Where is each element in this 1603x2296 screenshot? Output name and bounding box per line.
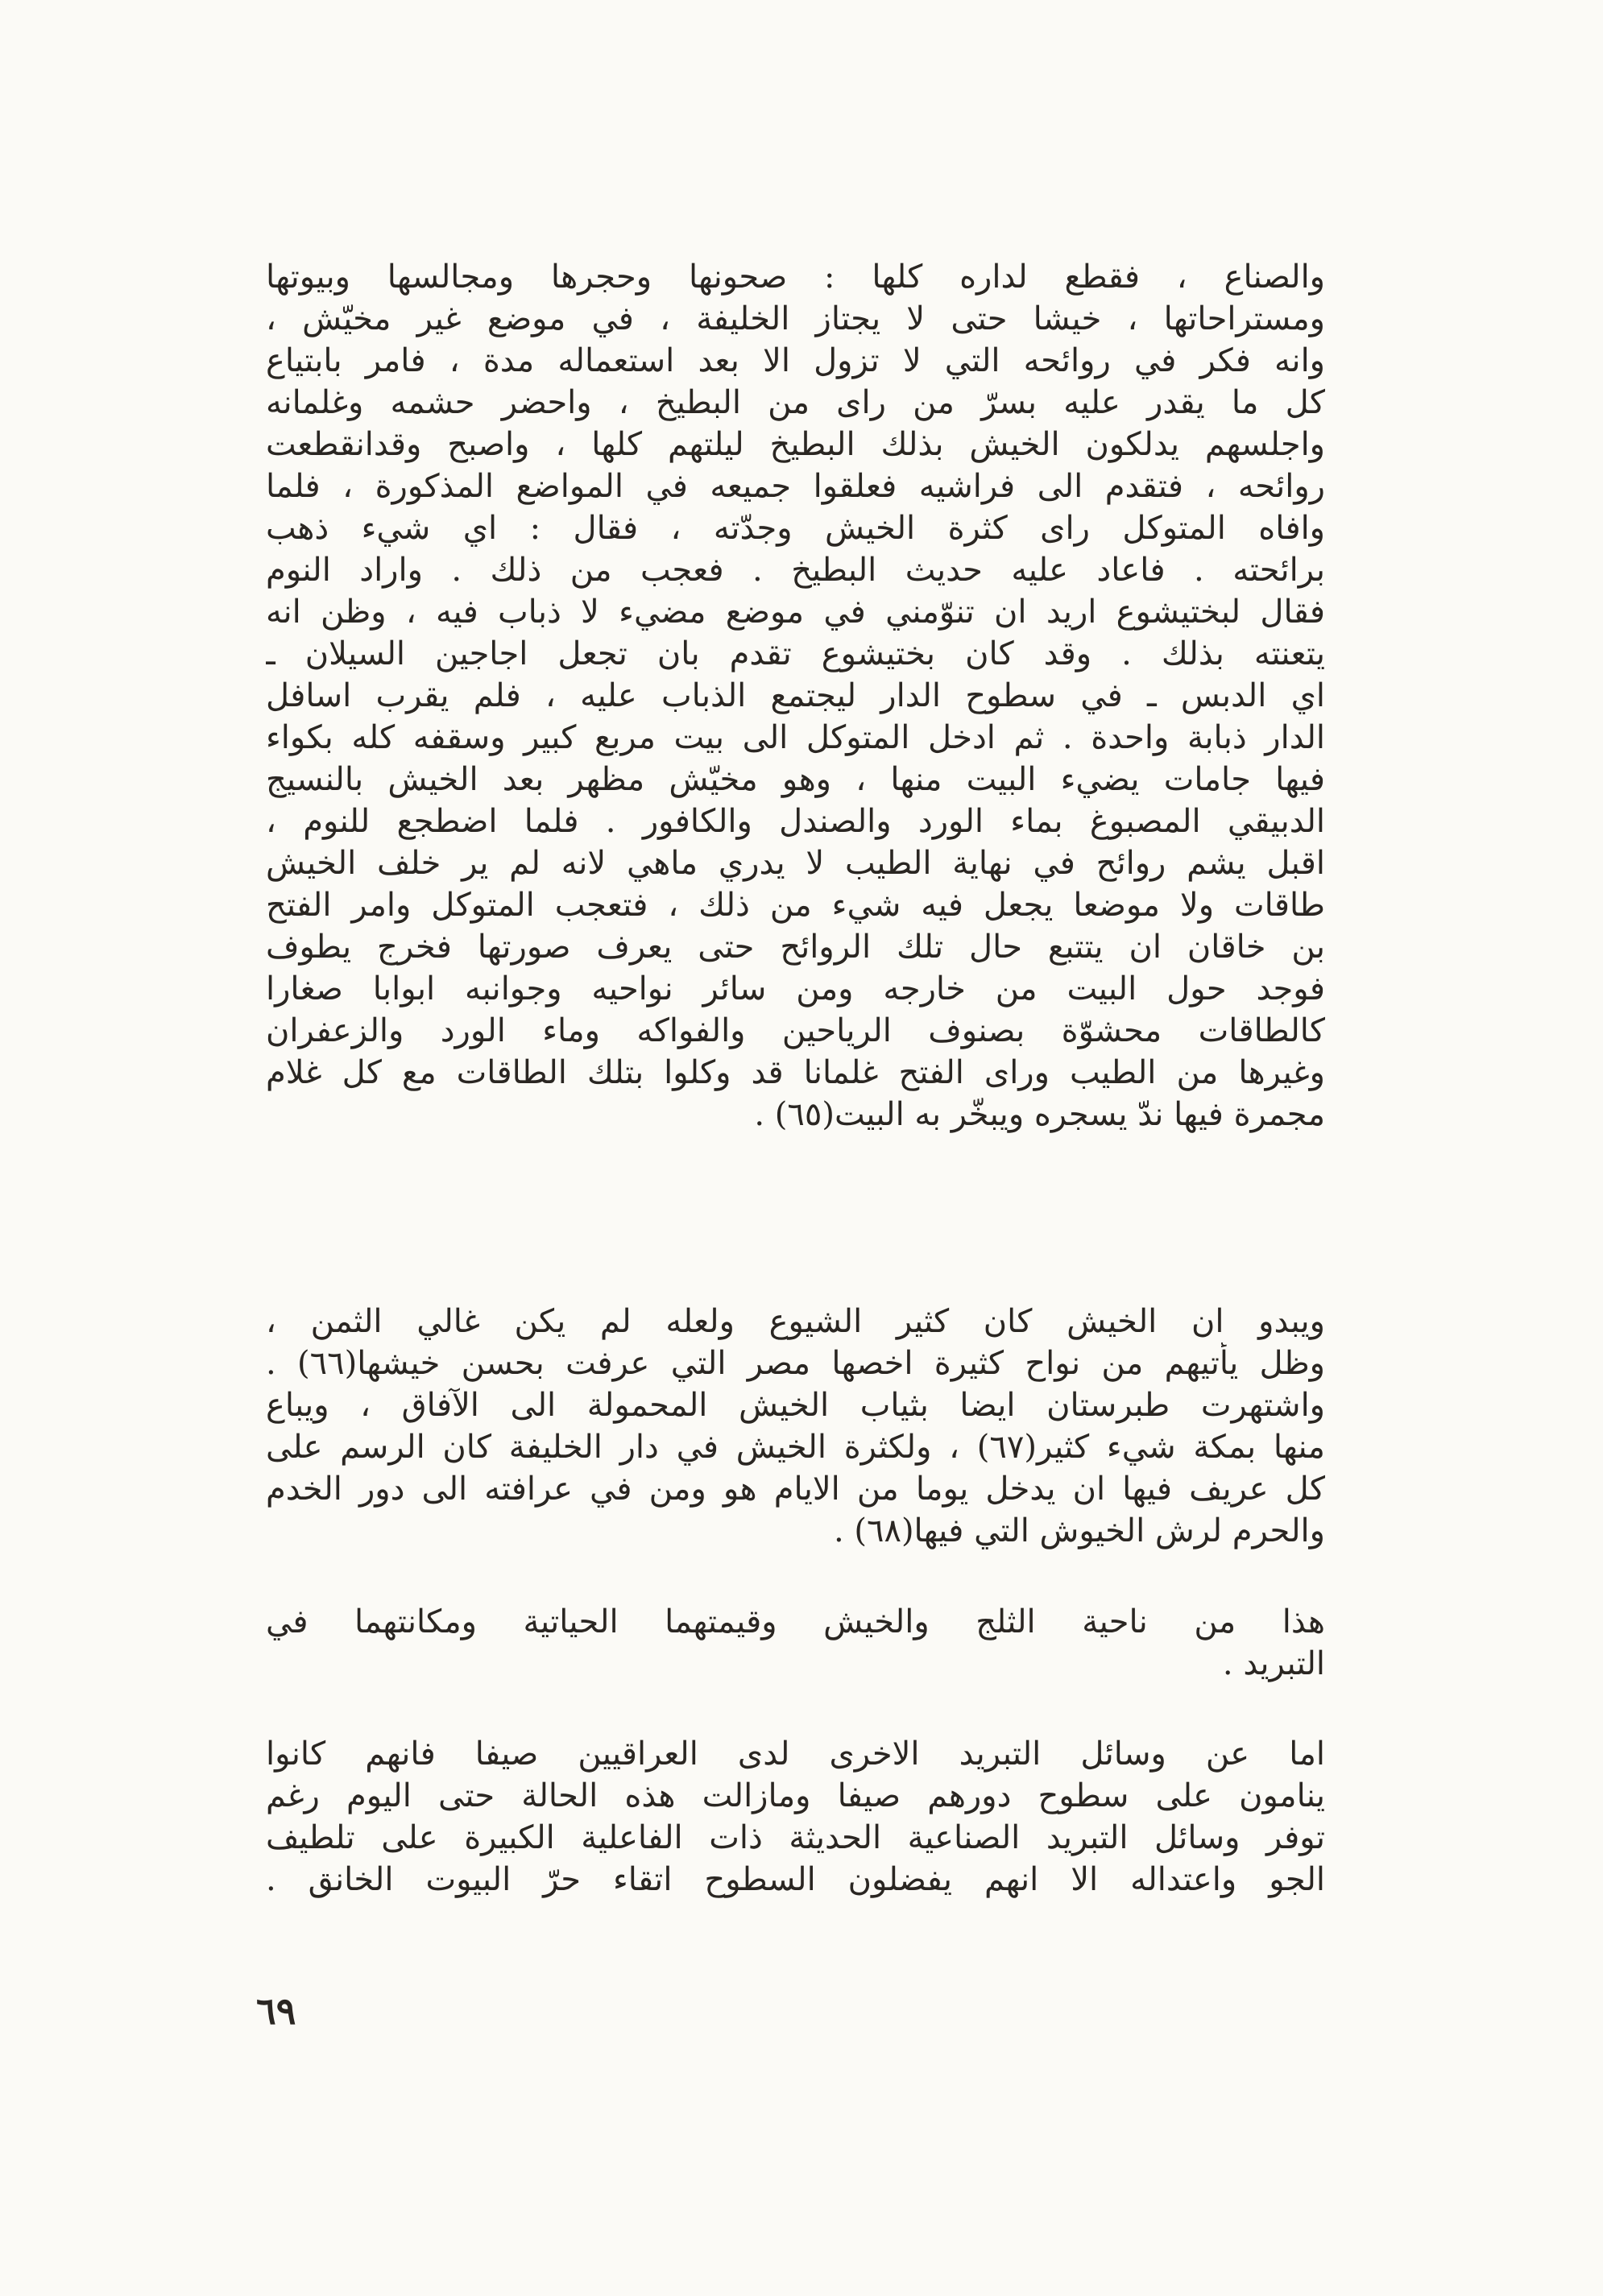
text-line: روائحه ، فتقدم الى فراشيه فعلقوا جميعه في المواضع المذكورة ، فلما [266, 468, 1325, 505]
text-line: فقال لبختيشوع اريد ان تنوّمني في موضع مضيء لا ذباب فيه ، وظن انه [266, 594, 1325, 631]
text-line: كالطاقات محشوّة بصنوف الرياحين والفواكه وماء الورد والزعفران [266, 1012, 1325, 1049]
text-line: ومستراحاتها ، خيشا حتى لا يجتاز الخليفة ، في موضع غير مخيّش ، [266, 300, 1325, 337]
text-line: ينامون على سطوح دورهم صيفا ومازالت هذه الحالة حتى اليوم رغم [266, 1777, 1325, 1814]
text-line: كل عريف فيها ان يدخل يوما من الايام هو ومن في عرافته الى دور الخدم [266, 1471, 1325, 1508]
text-line: برائحته . فاعاد عليه حديث البطيخ . فعجب من ذلك . واراد النوم [266, 552, 1325, 589]
text-line: اما عن وسائل التبريد الاخرى لدى العراقيين صيفا فانهم كانوا [266, 1735, 1325, 1773]
text-line: التبريد . [1222, 1645, 1325, 1682]
text-line: الدار ذبابة واحدة . ثم ادخل المتوكل الى بيت مربع كبير وسقفه كله بكواء [266, 719, 1325, 756]
paragraph-1 [266, 256, 1325, 1136]
text-line: يتعنته بذلك . وقد كان بختيشوع تقدم بان تجعل اجاجين السيلان ـ [266, 635, 1325, 672]
text-line: توفر وسائل التبريد الصناعية الحديثة ذات الفاعلية الكبيرة على تلطيف [266, 1819, 1325, 1856]
text-line: ويبدو ان الخيش كان كثير الشيوع ولعله لم يكن غالي الثمن ، [266, 1303, 1325, 1340]
text-line: بن خاقان ان يتتبع حال تلك الروائح حتى يعرف صورتها فخرج يطوف [266, 929, 1325, 966]
text-line: وانه فكر في روائحه التي لا تزول الا بعد استعماله مدة ، فامر بابتياع [266, 342, 1325, 379]
text-line: فوجد حول البيت من خارجه ومن سائر نواحيه وجوانبه ابوابا صغارا [266, 970, 1325, 1007]
paragraph-3 [266, 1601, 1325, 1685]
paragraph-4 [266, 1733, 1325, 1901]
text-line: والصناع ، فقطع لداره كلها : صحونها وحجرها ومجالسها وبيوتها [266, 259, 1325, 296]
text-line: طاقات ولا موضعا يجعل فيه شيء من ذلك ، فتعجب المتوكل وامر الفتح [266, 887, 1325, 924]
text-line: وافاه المتوكل راى كثرة الخيش وجدّته ، فقال : اي شيء ذهب [266, 510, 1325, 547]
text-line: واشتهرت طبرستان ايضا بثياب الخيش المحمولة الى الآفاق ، ويباع [266, 1387, 1325, 1424]
text-line: الجو واعتداله الا انهم يفضلون السطوح اتقاء حرّ البيوت الخانق . [266, 1861, 1325, 1898]
text-line: وظل يأتيهم من نواح كثيرة اخصها مصر التي عرفت بحسن خيشها(٦٦) . [266, 1345, 1325, 1382]
page-number: ٦٩ [256, 1989, 296, 2033]
text-line: الدبيقي المصبوغ بماء الورد والصندل والكافور . فلما اضطجع للنوم ، [266, 803, 1325, 840]
text-line: فيها جامات يضيء البيت منها ، وهو مخيّش مظهر بعد الخيش بالنسيج [266, 761, 1325, 798]
text-line: اقبل يشم روائح في نهاية الطيب لا يدري ماهي لانه لم ير خلف الخيش [266, 845, 1325, 882]
text-line: منها بمكة شيء كثير(٦٧) ، ولكثرة الخيش في دار الخليفة كان الرسم على [266, 1429, 1325, 1466]
text-line: والحرم لرش الخيوش التي فيها(٦٨) . [833, 1512, 1325, 1549]
text-line: هذا من ناحية الثلج والخيش وقيمتهما الحياتية ومكانتهما في [266, 1603, 1325, 1640]
text-line: واجلسهم يدلكون الخيش بذلك البطيخ ليلتهم كلها ، واصبح وقدانقطعت [266, 426, 1325, 463]
text-line: اي الدبس ـ في سطوح الدار ليجتمع الذباب عليه ، فلم يقرب اسافل [266, 677, 1325, 714]
text-line: مجمرة فيها ندّ يسجره ويبخّر به البيت(٦٥) . [754, 1096, 1325, 1133]
paragraph-2 [266, 1301, 1325, 1552]
text-line: وغيرها من الطيب وراى الفتح غلمانا قد وكلوا بتلك الطاقات مع كل غلام [266, 1054, 1325, 1091]
text-line: كل ما يقدر عليه بسرّ من راى من البطيخ ، واحضر حشمه وغلمانه [266, 384, 1325, 421]
